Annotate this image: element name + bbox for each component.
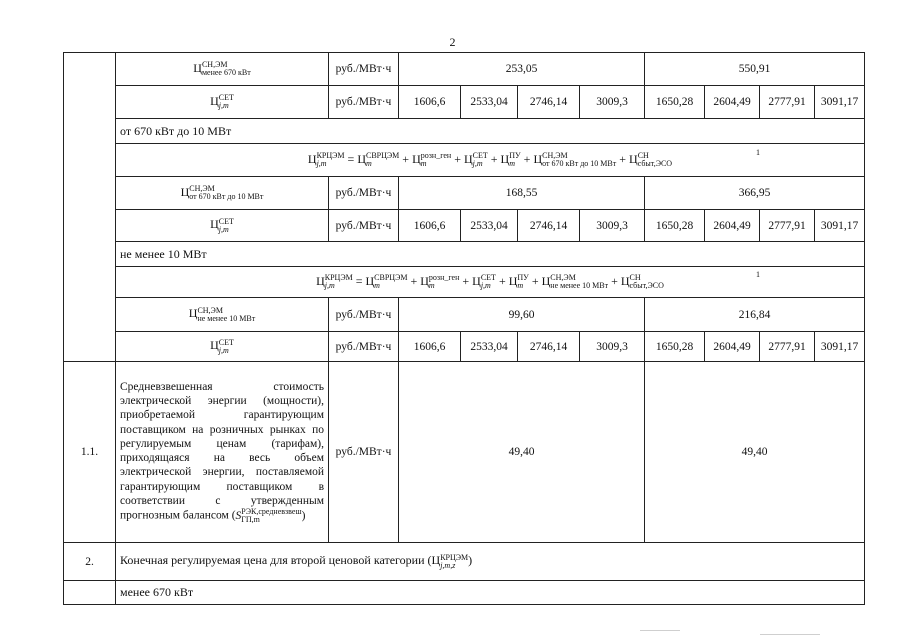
table-row xyxy=(64,242,865,267)
value-cell: 3091,17 xyxy=(815,210,865,242)
unit-cell: руб./МВт·ч xyxy=(329,53,399,86)
value-cell: 3009,3 xyxy=(580,332,645,362)
section-title: менее 670 кВт xyxy=(116,581,865,605)
footnote-mark: 1 xyxy=(756,148,760,157)
tariff-table xyxy=(63,52,865,605)
unit-cell: руб./МВт·ч xyxy=(329,86,399,119)
item-title: Конечная регулируемая цена для второй ценовой категории (ЦКРЦЭМ j,m,z ) xyxy=(116,543,865,581)
value-cell: 1650,28 xyxy=(645,210,705,242)
superscript: СН,ЭМ xyxy=(201,60,228,70)
set-label: ЦСЕТ j,m xyxy=(116,86,329,119)
value-cell: 2533,04 xyxy=(461,210,518,242)
value-cell: 3009,3 xyxy=(580,86,645,119)
value-cell: 1650,28 xyxy=(645,332,705,362)
item-number-cell xyxy=(64,581,116,605)
section-title: от 670 кВт до 10 МВт xyxy=(116,119,865,144)
value-cell: 2533,04 xyxy=(461,86,518,119)
table-row xyxy=(64,362,865,543)
sn-em-670-10-label: ЦСН,ЭМ от 670 кВт до 10 МВт xyxy=(116,177,329,210)
value-cell: 2533,04 xyxy=(461,332,518,362)
table-row xyxy=(64,177,865,210)
table-row xyxy=(64,581,865,605)
value-cell: 2604,49 xyxy=(705,332,760,362)
page-number: 2 xyxy=(449,35,456,49)
table-row xyxy=(64,332,865,362)
price-formula: ЦКРЦЭМ j,m = ЦСВРЦЭМ m + Црозн_ген m + ЦСЕТ j,m + ЦПУ m + ЦСН,ЭМ от 670 кВт до 10 МВт + ЦСН сбыт,ЭСО 1 xyxy=(116,144,865,177)
footnote-mark: 1 xyxy=(756,270,760,279)
item-number: 1.1. xyxy=(64,362,116,543)
value-cell: 550,91 xyxy=(645,53,865,86)
value-cell: 168,55 xyxy=(399,177,645,210)
unit-cell: руб./МВт·ч xyxy=(329,210,399,242)
table-row xyxy=(64,144,865,177)
value-cell: 2604,49 xyxy=(705,86,760,119)
set-label: ЦСЕТ j,m xyxy=(116,332,329,362)
scan-noise xyxy=(760,634,820,635)
value-cell: 253,05 xyxy=(399,53,645,86)
value-cell: 1606,6 xyxy=(399,332,461,362)
unit-cell: руб./МВт·ч xyxy=(329,177,399,210)
unit-cell: руб./МВт·ч xyxy=(329,298,399,332)
value-cell: 2746,14 xyxy=(518,332,580,362)
value-cell: 49,40 xyxy=(645,362,865,543)
value-cell: 1606,6 xyxy=(399,210,461,242)
sn-em-ge10-label: ЦСН,ЭМ не менее 10 МВт xyxy=(116,298,329,332)
value-cell: 2777,91 xyxy=(760,332,815,362)
table-row xyxy=(64,298,865,332)
value-cell: 1606,6 xyxy=(399,86,461,119)
table-row xyxy=(64,210,865,242)
table-row xyxy=(64,86,865,119)
item-description: Средневзвешенная стоимость электрической энергии (мощности), приобретаемой гарантирующим поставщиком на розничных рынках по регулируемым ценам (тарифам), приходящаяся на весь объем электрической энергии, поставляемой гарантирующим поставщиком в соответствии с утвержденным прогнозным балансом (SРЭК,средневзвеш ГП,m ) xyxy=(116,362,329,543)
table-row xyxy=(64,267,865,298)
table-row xyxy=(64,119,865,144)
value-cell: 216,84 xyxy=(645,298,865,332)
value-cell: 2746,14 xyxy=(518,210,580,242)
item-number-cell xyxy=(64,53,116,362)
value-cell: 2746,14 xyxy=(518,86,580,119)
item-number: 2. xyxy=(64,543,116,581)
sn-em-lt670-label xyxy=(116,53,329,86)
value-cell: 49,40 xyxy=(399,362,645,543)
value-cell: 2777,91 xyxy=(760,210,815,242)
value-cell: 3009,3 xyxy=(580,210,645,242)
price-symbol: Ц xyxy=(193,60,202,75)
value-cell: 366,95 xyxy=(645,177,865,210)
value-cell: 2604,49 xyxy=(705,210,760,242)
value-cell: 3091,17 xyxy=(815,332,865,362)
table-row xyxy=(64,53,865,86)
value-cell: 99,60 xyxy=(399,298,645,332)
value-cell: 1650,28 xyxy=(645,86,705,119)
unit-cell: руб./МВт·ч xyxy=(329,362,399,543)
table-row xyxy=(64,543,865,581)
scan-noise xyxy=(640,630,680,631)
value-cell: 3091,17 xyxy=(815,86,865,119)
unit-cell: руб./МВт·ч xyxy=(329,332,399,362)
value-cell: 2777,91 xyxy=(760,86,815,119)
section-title: не менее 10 МВт xyxy=(116,242,865,267)
subscript: менее 670 кВт xyxy=(201,68,251,78)
price-formula: ЦКРЦЭМ j,m = ЦСВРЦЭМ m + Црозн_ген m + ЦСЕТ j,m + ЦПУ m + ЦСН,ЭМ не менее 10 МВт + ЦСН сбыт,ЭСО 1 xyxy=(116,267,865,298)
set-label: ЦСЕТ j,m xyxy=(116,210,329,242)
